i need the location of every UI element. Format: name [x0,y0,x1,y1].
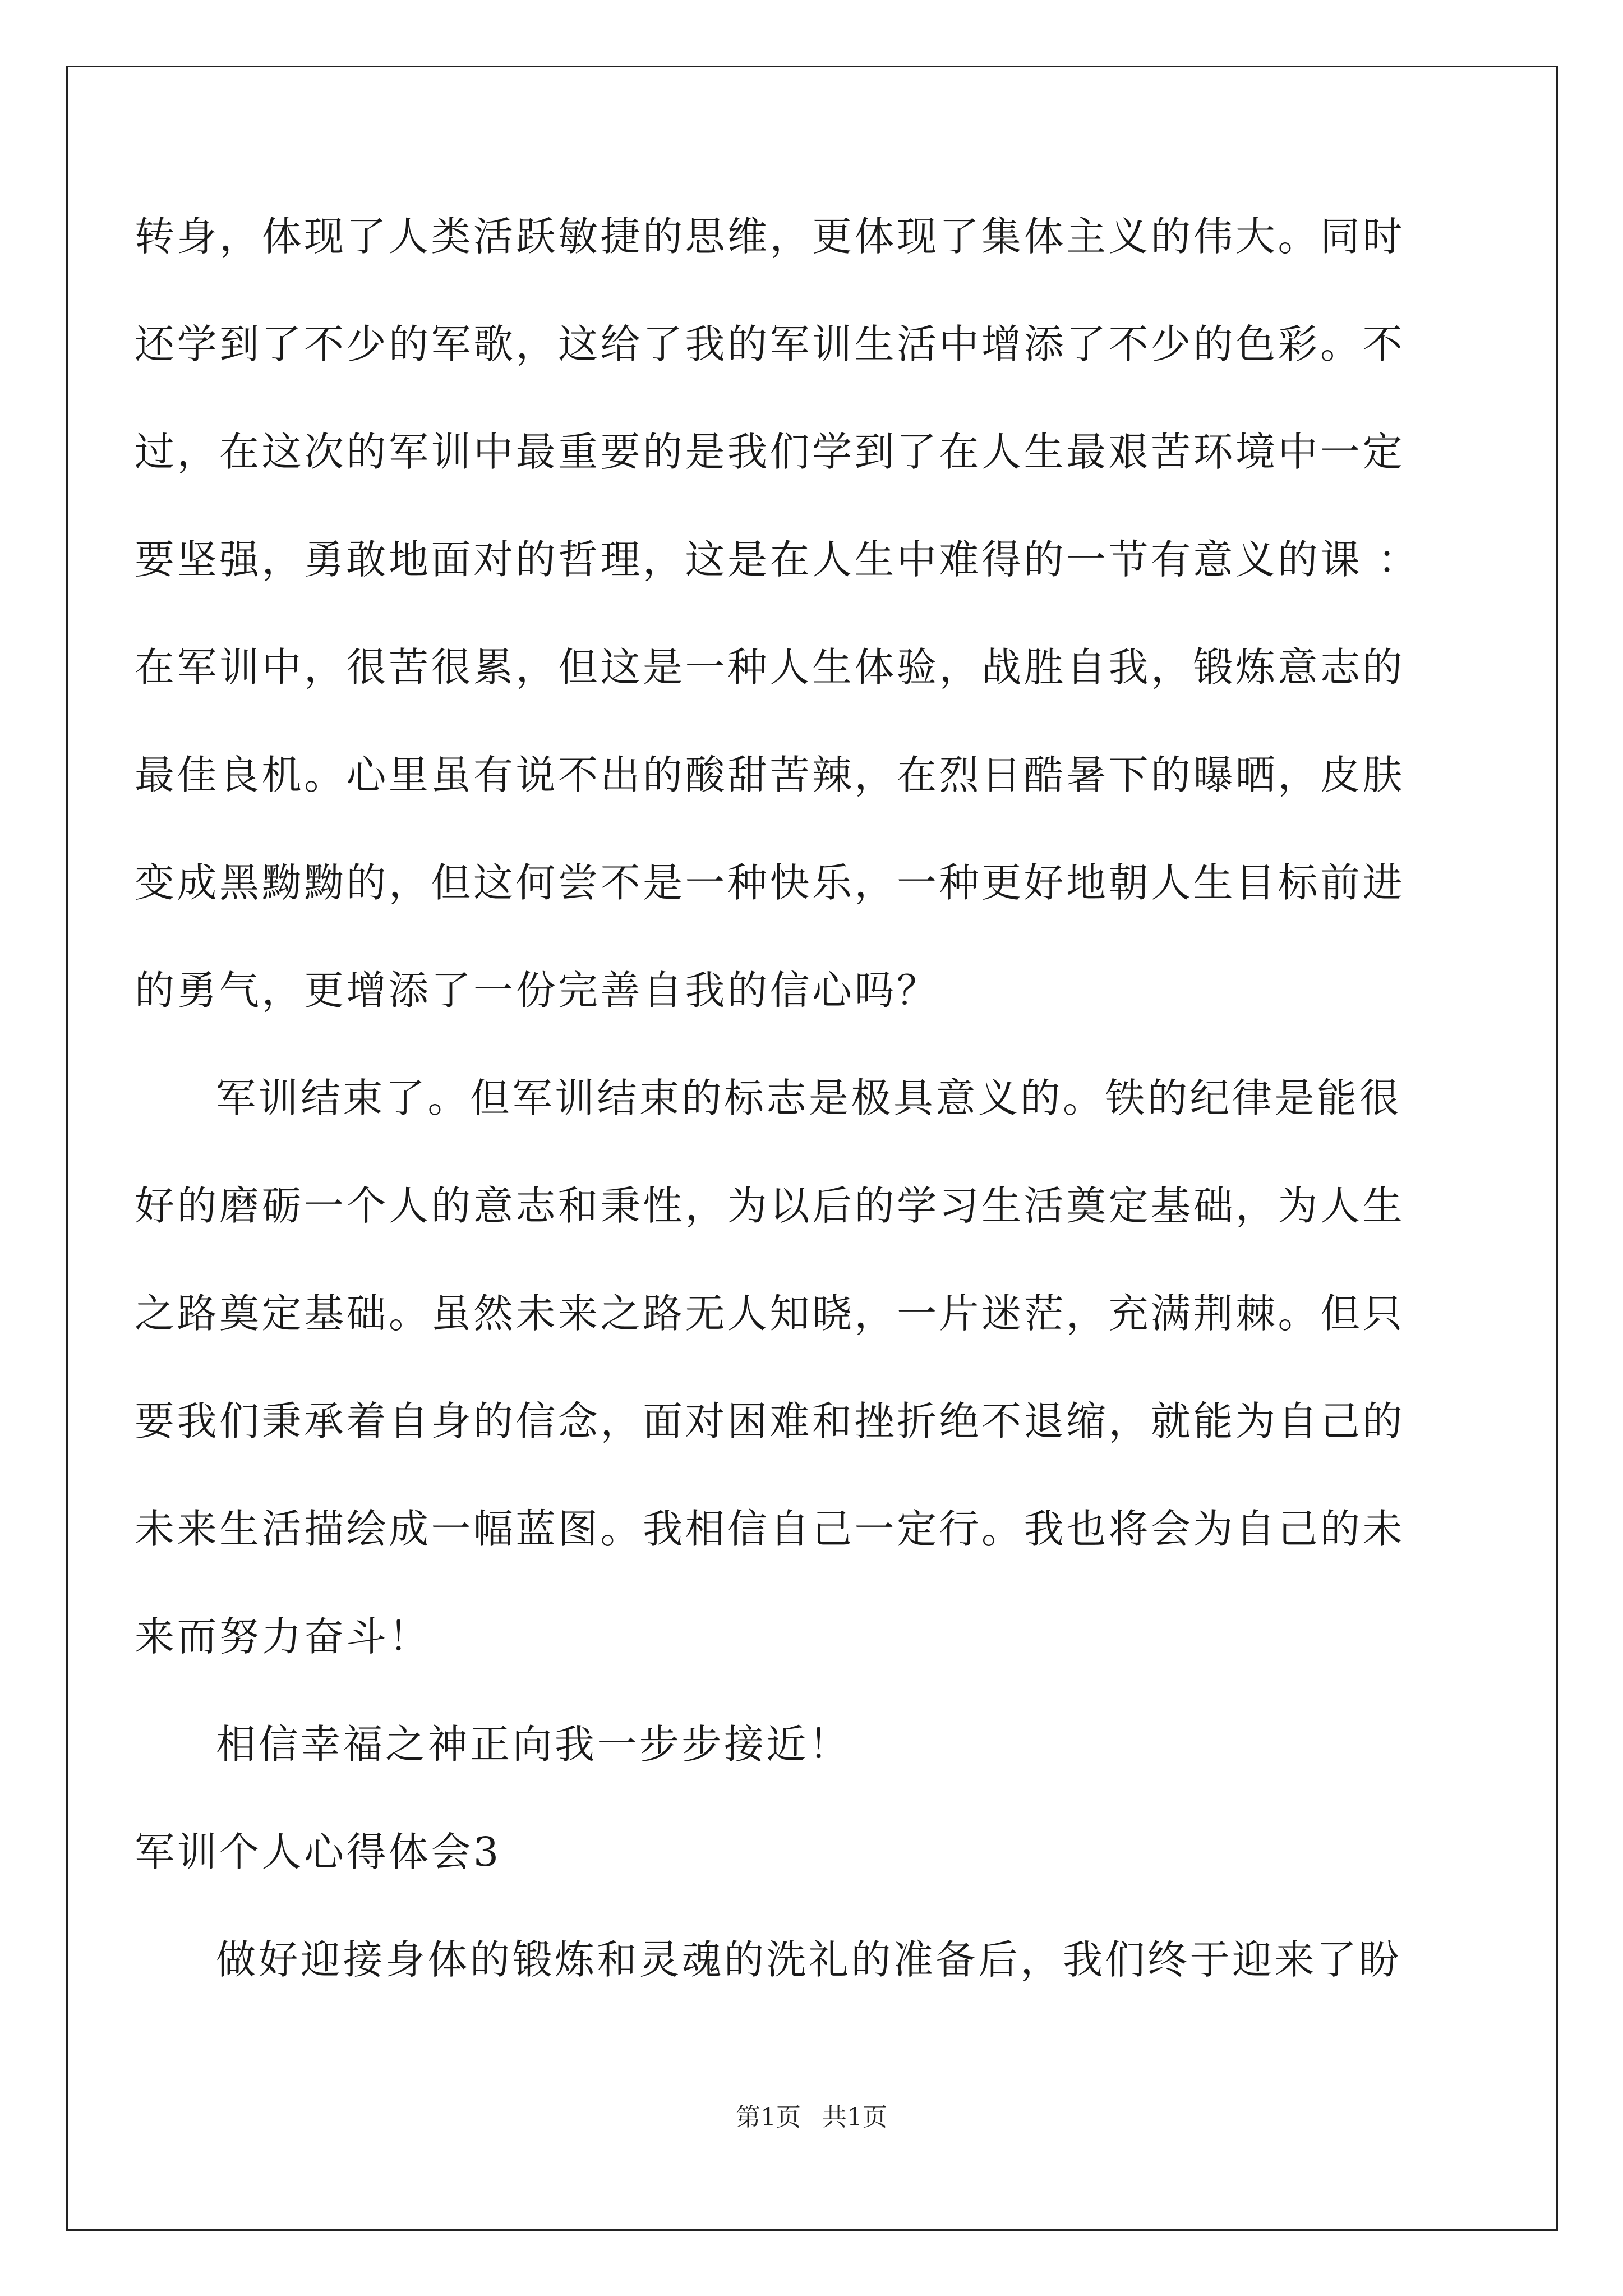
paragraph-line: 变成黑黝黝的，但这何尝不是一种快乐，一种更好地朝人生目标前进 [135,859,1405,906]
page-number-current: 第1页 [736,2103,801,2132]
paragraph-line: 未来生活描绘成一幅蓝图。我相信自己一定行。我也将会为自己的未 [135,1506,1405,1552]
page-footer [0,2101,1623,2134]
section-heading: 军训个人心得体会3 [135,1829,501,1875]
paragraph-line: 来而努力奋斗！ [135,1613,431,1660]
paragraph-line: 还学到了不少的军歌，这给了我的军训生活中增添了不少的色彩。不 [135,321,1405,367]
paragraph-line: 转身，体现了人类活跃敏捷的思维，更体现了集体主义的伟大。同时 [135,213,1405,260]
paragraph-line: 的勇气，更增添了一份完善自我的信心吗？ [135,967,939,1014]
paragraph-line: 做好迎接身体的锻炼和灵魂的洗礼的准备后，我们终于迎来了盼 [216,1936,1402,1983]
paragraph-line: 在军训中，很苦很累，但这是一种人生体验，战胜自我，锻炼意志的 [135,644,1405,691]
page-number-total: 共1页 [822,2103,887,2132]
page-border [66,66,1558,2231]
paragraph-line: 最佳良机。心里虽有说不出的酸甜苦辣，在烈日酷暑下的曝晒，皮肤 [135,752,1405,798]
paragraph-line: 要坚强，勇敢地面对的哲理，这是在人生中难得的一节有意义的课 ： [135,536,1421,583]
paragraph-line: 好的磨砺一个人的意志和秉性，为以后的学习生活奠定基础，为人生 [135,1182,1405,1229]
paragraph-line: 相信幸福之神正向我一步步接近！ [216,1721,851,1768]
paragraph-line: 之路奠定基础。虽然未来之路无人知晓，一片迷茫，充满荆棘。但只 [135,1290,1405,1337]
paragraph-line: 过，在这次的军训中最重要的是我们学到了在人生最艰苦环境中一定 [135,429,1405,475]
paragraph-line: 要我们秉承着自身的信念，面对困难和挫折绝不退缩，就能为自己的 [135,1398,1405,1444]
paragraph-line: 军训结束了。但军训结束的标志是极具意义的。铁的纪律是能很 [216,1075,1402,1121]
